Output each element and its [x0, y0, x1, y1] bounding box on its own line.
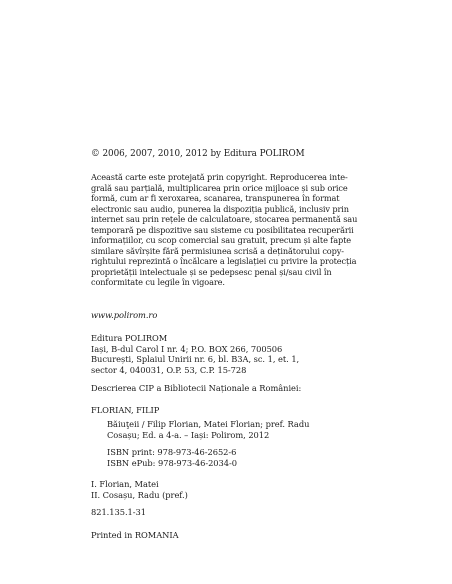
udc-code: 821.135.1-31	[91, 507, 146, 517]
index-terms	[91, 479, 371, 500]
copyright-notice	[91, 149, 371, 160]
legal-line: proprietății intelectuale și se pedepsesc penal și/sau civil în	[91, 266, 332, 277]
publisher-address-line: Iași, B-dul Carol I nr. 4; P.O. BOX 266, 700506	[91, 343, 283, 354]
udc-block	[91, 507, 371, 518]
isbn-block	[107, 447, 387, 468]
legal-line: informațiilor, cu scop comercial sau gratuit, precum și alte fapte	[91, 235, 351, 246]
website-url: www.polirom.ro	[91, 310, 158, 320]
legal-line: similare săvîrșite fără permisiunea scrisă a deținătorului copy-	[91, 245, 344, 256]
copyright-line: © 2006, 2007, 2010, 2012 by Editura POLIROM	[91, 149, 305, 159]
legal-line: Această carte este protejată prin copyright. Reproducerea inte-	[91, 172, 348, 182]
cip-heading	[91, 383, 371, 394]
cip-author-block	[91, 405, 371, 416]
legal-line: rightului reprezintă o încălcare a legislației cu privire la protecția	[91, 256, 357, 267]
legal-line: conformitate cu legile în vigoare.	[91, 277, 225, 288]
publisher-address-line: București, Splaiul Unirii nr. 6, bl. B3A, sc. 1, et. 1,	[91, 354, 300, 365]
cip-author: FLORIAN, FILIP	[91, 405, 160, 415]
index-term: I. Florian, Matei	[91, 479, 159, 489]
cip-description	[107, 419, 387, 440]
publisher-address	[91, 333, 371, 376]
legal-line: temporară pe dispozitive sau sisteme cu posibilitatea recuperării	[91, 224, 354, 235]
legal-line: grală sau parțială, multiplicarea prin orice mijloace și sub orice	[91, 182, 348, 193]
isbn-print: ISBN print: 978-973-46-2652-6	[107, 447, 237, 457]
legal-paragraph	[91, 172, 371, 288]
cip-description-line: Băiuţeii / Filip Florian, Matei Florian; pref. Radu	[107, 419, 310, 429]
publisher-name: Editura POLIROM	[91, 333, 168, 343]
legal-line: electronic sau audio, punerea la dispoziția publică, inclusiv prin	[91, 203, 349, 214]
legal-line: formă, cum ar fi xeroxarea, scanarea, transpunerea în format	[91, 193, 340, 204]
printed-block	[91, 530, 371, 541]
cip-title: Descrierea CIP a Bibliotecii Naționale a României:	[91, 383, 302, 393]
cip-description-line: Cosașu; Ed. a 4-a. – Iași: Polirom, 2012	[107, 429, 270, 440]
isbn-epub: ISBN ePub: 978-973-46-2034-0	[107, 457, 237, 468]
publisher-address-line: sector 4, 040031, O.P. 53, C.P. 15-728	[91, 365, 247, 376]
website-block	[91, 310, 371, 321]
legal-line: internet sau prin rețele de calculatoare, stocarea permanentă sau	[91, 214, 358, 225]
printed-in: Printed in ROMANIA	[91, 530, 179, 540]
index-term: II. Cosașu, Radu (pref.)	[91, 489, 188, 500]
